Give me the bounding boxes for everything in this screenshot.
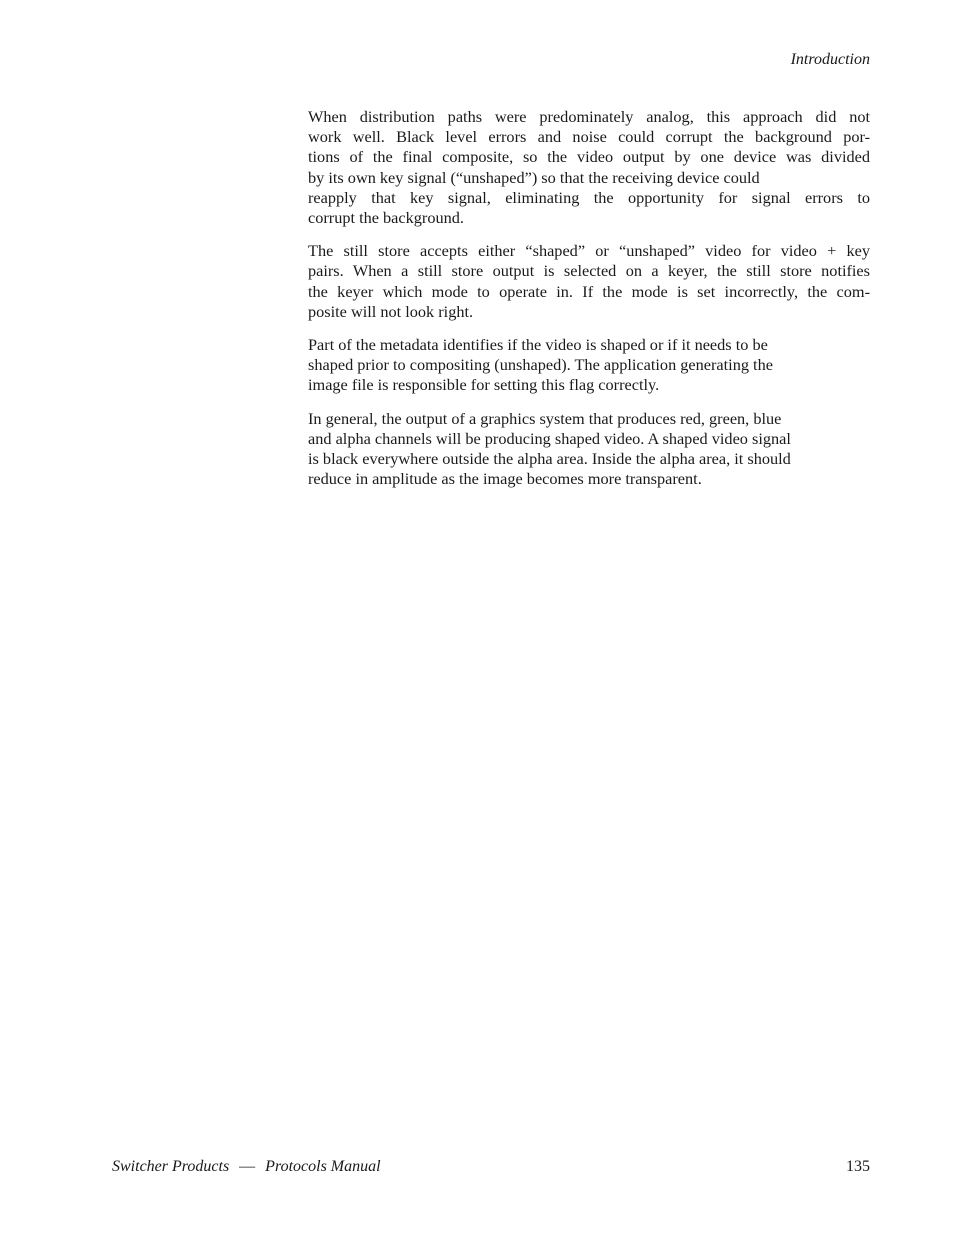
paragraph-distribution-paths (308, 107, 870, 228)
running-header: Introduction (790, 51, 870, 68)
text-line: corrupt the background. (308, 208, 464, 228)
text-line: reduce in amplitude as the image becomes more transparent. (308, 469, 702, 489)
text-line: pairs. When a still store output is selected on a keyer, the still store notifies (308, 261, 870, 281)
text-line: and alpha channels will be producing shaped video. A shaped video signal (308, 428, 791, 448)
paragraph-still-store (308, 241, 870, 322)
text-line: The still store accepts either “shaped” or “unshaped” video for video + key (308, 241, 870, 261)
text-line: work well. Black level errors and noise could corrupt the background por- (308, 127, 870, 147)
text-line: In general, the output of a graphics system that produces red, green, blue (308, 408, 782, 428)
text-line: tions of the final composite, so the video output by one device was divided (308, 147, 870, 167)
text-line: reapply that key signal, eliminating the opportunity for signal errors to (308, 187, 870, 207)
text-line: shaped prior to compositing (unshaped). The application generating the (308, 355, 773, 375)
text-line: by its own key signal (“unshaped”) so that the receiving device could (308, 167, 760, 187)
text-line: When distribution paths were predominately analog, this approach did not (308, 107, 870, 126)
paragraph-graphics-output (308, 409, 870, 490)
text-line: image file is responsible for setting this flag correctly. (308, 375, 660, 395)
footer-product: Switcher Products (112, 1158, 230, 1175)
paragraph-metadata (308, 335, 870, 396)
footer-title (112, 1156, 381, 1178)
page-number: 135 (846, 1158, 870, 1175)
text-line: is black everywhere outside the alpha area. Inside the alpha area, it should (308, 449, 791, 469)
text-line: Part of the metadata identifies if the video is shaped or if it needs to be (308, 335, 768, 355)
text-line: posite will not look right. (308, 301, 474, 321)
text-line: the keyer which mode to operate in. If the mode is set incorrectly, the com- (308, 281, 870, 301)
footer-manual: Protocols Manual (265, 1158, 381, 1175)
footer-separator: — (239, 1158, 256, 1175)
body-text (308, 107, 870, 502)
